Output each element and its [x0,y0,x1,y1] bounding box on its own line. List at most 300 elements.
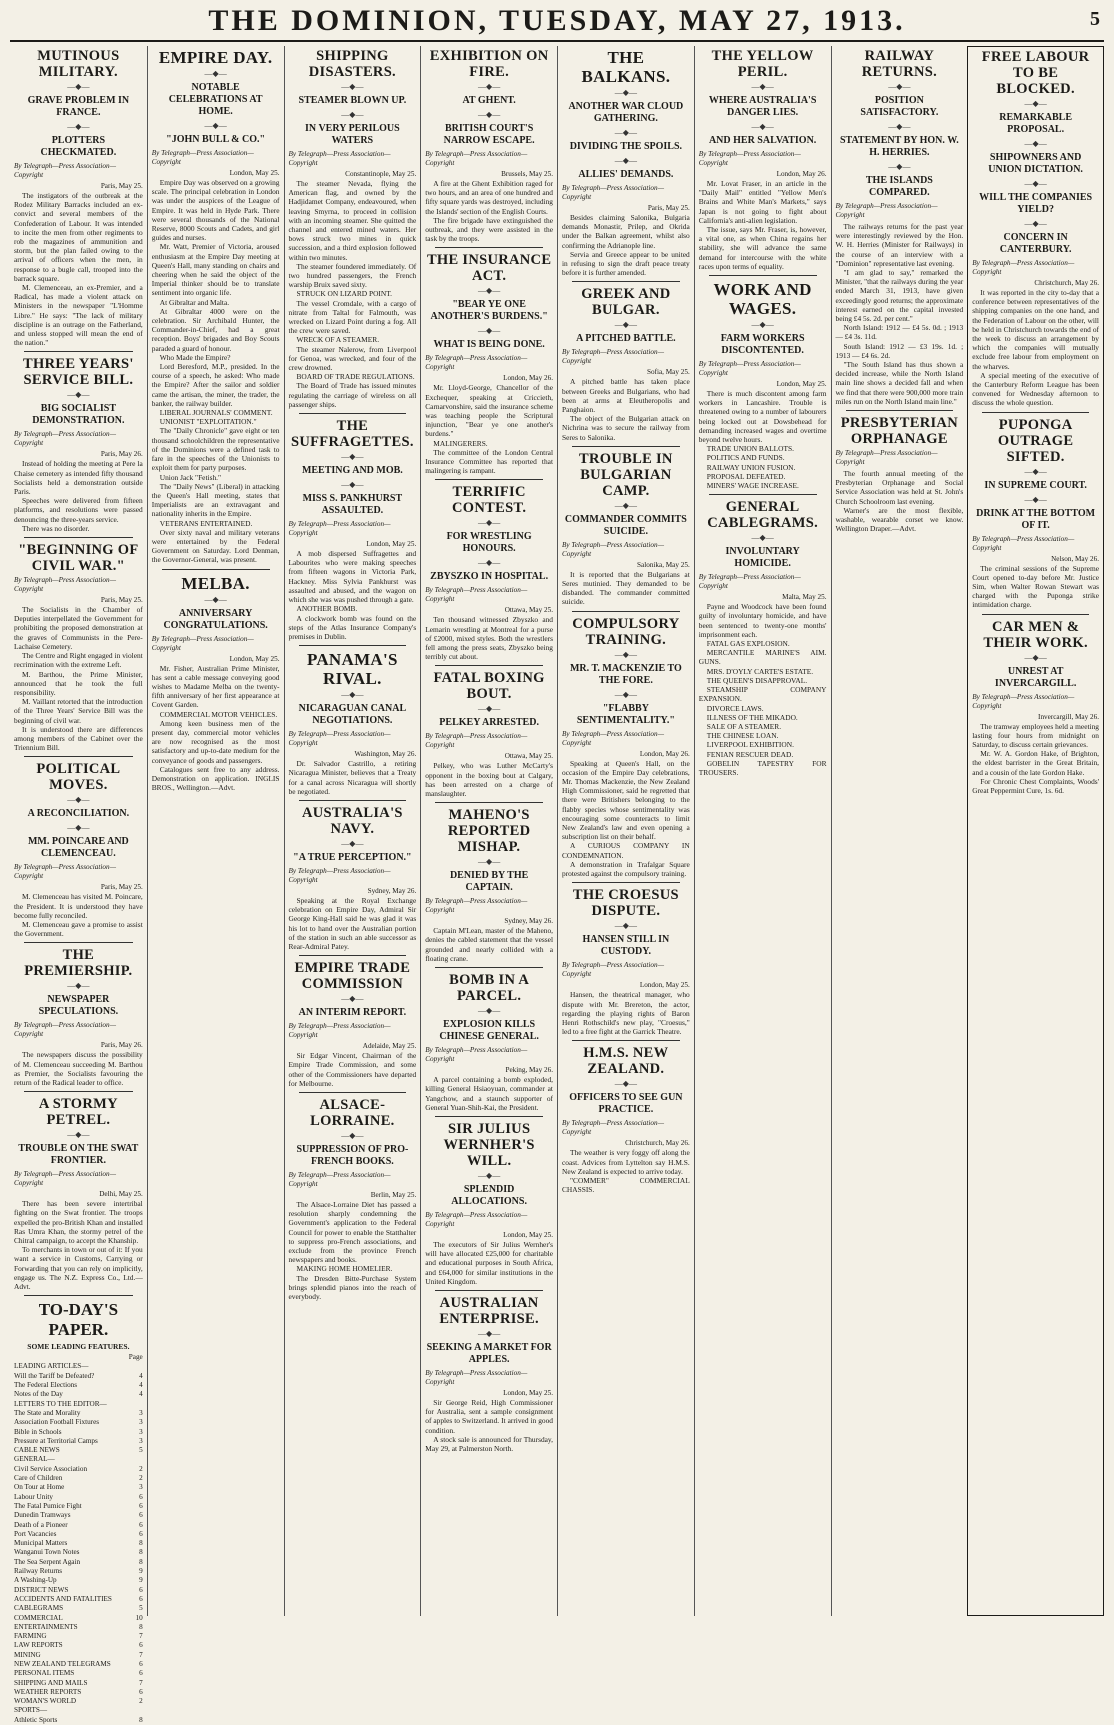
article-subheadline: ALLIES' DEMANDS. [578,169,674,180]
article-paragraph: DIVORCE LAWS. [706,703,764,713]
article-paragraph: Speaking at the Royal Exchange celebration on Empire Day, Admiral Sir George King-Hall said he was glad it was his lot to hand over the Australian portion of the station in such an able successor as Rear-Admiral Patey. [288,895,417,951]
article-paragraph: The "Daily Chronicle" gave eight or ten thousand schoolchildren the representative of the Dominions were a defined task to fare in the speeches of the Unionists to exploit them for party purposes. [151,426,280,473]
dateline: Delhi, May 25. [99,1190,143,1199]
feature-item [14,1586,143,1595]
article-divider [435,665,543,666]
ornament-rule: —◆— [478,704,501,714]
column-1 [10,46,147,1724]
article [562,611,690,879]
feature-item [14,1493,143,1502]
feature-label: Railway Returns [14,1567,63,1576]
article-headline: MAHENO'S REPORTED MISHAP. [447,807,531,856]
feature-item [14,1669,143,1678]
ornament-rule: —◆— [1024,466,1047,476]
ornament-rule: —◆— [614,921,637,931]
article-divider [982,614,1089,615]
feature-label: A Washing-Up [14,1576,57,1585]
article-subheadline: AN INTERIM REPORT. [298,1007,407,1019]
feature-item [14,1362,143,1371]
article-subheadline: MR. T. MACKENZIE TO THE FORE. [569,662,682,686]
article-paragraph: M. Barthou, the Prime Minister, announced that he took the full responsibility. [14,669,143,697]
article-subheadline: FOR WRESTLING HONOURS. [446,531,532,555]
masthead-rule [10,40,1104,42]
article-paragraph: Among keen business men of the present day, commercial motor vehicles are now recognised as the most satisfactory and up-to-date medium for the conveyance of goods and passengers. [151,718,280,765]
features-heading: TO-DAY'S PAPER. [38,1300,119,1340]
ornament-rule: —◆— [614,156,637,165]
article-paragraph: Speaking at Queen's Hall, on the occasion of the Empire Day celebrations, Mr. Thomas Mackenzie, the New Zealand High Commissioner, said he regretted that there were Britishers belonging to the flabby species whose sentimentality was encouraging some counteracts to limit New Zealand's law and even opening a subscription list on their behalf. [562,758,690,842]
feature-label: GENERAL— [14,1455,55,1464]
article [425,802,553,963]
feature-page: 4 [139,1390,143,1399]
article-subheadline: MISS S. PANKHURST ASSAULTED. [302,493,403,517]
ornament-rule: —◆— [478,857,501,867]
article-subheadline: WHERE AUSTRALIA'S DANGER LIES. [708,95,817,118]
dateline: Paris, May 25. [647,204,690,212]
feature-label: LAW REPORTS [14,1641,63,1650]
ornament-rule: —◆— [478,82,501,91]
article-paragraph: Servia and Greece appear to be united in refusing to sign the draft peace treaty before it is further amended. [562,249,690,278]
article-paragraph: Instead of holding the meeting at Pere la Chaise cemetery as intended fifty thousand Socialists held a demonstration outside Paris. [14,459,143,497]
press-credit: By Telegraph—Press Association—Copyright [425,586,528,604]
article-subheadline: SUPPRESSION OF PRO-FRENCH BOOKS. [296,1143,409,1167]
article-paragraph: MRS. D'OYLY CARTE'S ESTATE. [706,666,814,676]
press-credit: By Telegraph—Press Association—Copyright [288,1022,391,1040]
article-subheadline: "FLABBY SENTIMENTALITY." [576,702,675,726]
feature-item [14,1623,143,1632]
page-number: 5 [1090,8,1100,30]
feature-page: 7 [139,1678,143,1687]
feature-label: LEADING ARTICLES— [14,1362,89,1371]
dateline: London, May 25. [776,380,827,389]
dateline: Sofia, May 25. [647,368,690,377]
article-divider [162,569,270,570]
article-paragraph: MAKING HOME HOMELIER. [296,1264,393,1274]
article-paragraph: The criminal sessions of the Supreme Court opened to-day before Mr. Justice Sim, when Walter Rowan Stewart was charged with the Puponga strike intimidation charge. [972,563,1099,610]
press-credit: By Telegraph—Press Association—Copyright [288,866,391,884]
feature-page: 6 [139,1585,143,1594]
press-credit: By Telegraph—Press Association—Copyright [425,354,528,372]
feature-page: 9 [139,1576,143,1585]
column-5 [557,46,694,1616]
article-subheadline: STATEMENT BY HON. W. H. HERRIES. [839,135,959,158]
article-subheadline: "BEAR YE ONE ANOTHER'S BURDENS." [430,299,548,323]
article-paragraph: Besides claiming Salonika, Bulgaria demands Monastir, Prilep, and Okrida under the Balkan agreement, whilst also confirming the Adrianople line. [562,213,690,250]
ornament-rule: —◆— [751,82,774,91]
ornament-rule: —◆— [67,1130,90,1140]
article-subheadline: BIG SOCIALIST DEMONSTRATION. [32,403,125,427]
article [14,756,143,938]
article [425,48,553,243]
article-headline: THE SUFFRAGETTES. [291,418,414,451]
article-divider [24,537,133,538]
article-headline: ALSACE-LORRAINE. [310,1096,395,1129]
article-paragraph: GOBELIN TAPESTRY FOR TROUSERS. [698,758,827,777]
dateline: London, May 26. [776,170,827,178]
article-paragraph: Mr. W. A. Gordon Hake, of Brighton, the eldest barrister in the Great Britain, and a cousin of the late Gordon Hake. [972,749,1099,777]
article-paragraph: A pitched battle has taken place between Greeks and Bulgarians, who had been at arms at Eleutheropolis and Panghaion. [562,377,690,415]
article [425,1290,553,1453]
article-paragraph: FENIAN RESCUER DEAD. [706,749,794,759]
article-divider [299,645,407,646]
dateline: Brussels, May 25. [501,170,553,178]
article-subheadline: DENIED BY THE CAPTAIN. [449,870,529,894]
article-paragraph: The weather is very foggy off along the coast. Advices from Lyttelton say H.M.S. New Zealand is expected to arrive today. [562,1148,690,1176]
article-paragraph: MALINGERERS. [433,438,488,448]
feature-label: Bible in Schools [14,1427,62,1436]
article-headline: FREE LABOUR TO BE BLOCKED. [981,49,1090,97]
article [562,281,690,441]
dateline: London, May 26. [503,374,553,383]
feature-label: Pressure at Territorial Camps [14,1436,98,1445]
article-subheadline: MM. POINCARE AND CLEMENCEAU. [27,836,129,860]
ornament-rule: —◆— [341,110,364,119]
press-credit: By Telegraph—Press Association—Copyright [562,540,664,558]
article-subheadline: PLOTTERS CHECKMATED. [40,135,117,158]
ornament-rule: —◆— [1024,139,1047,148]
dateline: Nelson, May 26. [1051,554,1099,563]
article-paragraph: A demonstration in Trafalgar Square protested against the compulsory training. [562,859,690,879]
ornament-rule: —◆— [341,1130,364,1140]
article-paragraph: The Board of Trade has issued minutes regulating the carriage of wireless on all passenger ships. [288,381,417,409]
press-credit: By Telegraph—Press Association—Copyright [425,150,528,167]
press-credit: By Telegraph—Press Association—Copyright [562,729,664,747]
article-paragraph: The steamer Nalerow, from Liverpool for Genoa, was wrecked, and four of the crew drowned. [288,344,417,373]
dateline: Washington, May 26. [354,750,417,759]
feature-label: The Fatal Pumice Fight [14,1501,82,1510]
ornament-rule: —◆— [478,558,501,568]
feature-label: The State and Morality [14,1408,81,1417]
article [972,49,1099,408]
feature-item [14,1567,143,1576]
article-headline: GREEK AND BULGAR. [581,286,671,319]
press-credit: By Telegraph—Press Association—Copyright [288,1170,391,1188]
press-credit: By Telegraph—Press Association—Copyright [425,1368,528,1386]
press-credit: By Telegraph—Press Association—Copyright [14,863,116,881]
article-divider [709,494,817,495]
article-paragraph: FATAL GAS EXPLOSION. [706,639,790,649]
press-credit: By Telegraph—Press Association—Copyright [835,202,938,219]
article-headline: MUTINOUS MILITARY. [37,48,120,80]
feature-item [14,1465,143,1474]
ornament-rule: —◆— [478,286,501,296]
article-subheadline: INVOLUNTARY HOMICIDE. [725,546,800,570]
article-headline: THREE YEARS' SERVICE BILL. [23,356,134,389]
article-paragraph: Sir Edgar Vincent, Chairman of the Empire Trade Commission, and some other of the Commissioners have departed for Melbourne. [288,1051,417,1088]
article-paragraph: The instigators of the outbreak at the Rodez Military Barracks included an ex-convict and several members of the Confederation of Labour. It was intended to incite the men from other regiments to rob the magazines of ammunition and storm, but the plan failed owing to the arrival of officers when the men, in response to a bugle call, trooped into the barrack square. [14,191,143,283]
feature-label: ACCIDENTS AND FATALITIES [14,1594,112,1603]
ornament-rule: —◆— [204,121,227,130]
feature-item [14,1400,143,1409]
article-paragraph: A stock sale is announced for Thursday, May 29, at Palmerston North. [425,1434,553,1453]
article-divider [572,611,680,612]
dateline: Adelaide, May 25. [362,1042,417,1051]
article-subheadline: DRINK AT THE BOTTOM OF IT. [976,507,1096,531]
press-credit: By Telegraph—Press Association—Copyright [562,1119,664,1137]
feature-label: Death of a Pioneer [14,1520,68,1529]
article [836,410,964,533]
ornament-rule: —◆— [478,1170,501,1180]
article-paragraph: At Gibraltar 4000 were on the celebration. Sir Archibald Hunter, the Commander-in-Chief, had a great reception. Boys' brigades and Boy Scouts paraded a guard of honour. [151,306,280,353]
article-divider [435,967,543,968]
feature-page: 6 [139,1511,143,1520]
article-paragraph: A fire at the Ghent Exhibition raged for two hours, and an area of one hundred and fifty square yards was destroyed, including the Islands' section of the English Courts. [425,179,553,216]
feature-item [14,1697,143,1706]
features-subheading: SOME LEADING FEATURES. [27,1342,130,1352]
feature-item [14,1576,143,1585]
feature-page: 5 [139,1446,143,1455]
article [289,1092,417,1301]
article-paragraph: The object of the Bulgarian attack on Nichrina was to secure the railway from Seres to Salonika. [562,414,690,442]
feature-page: 6 [139,1659,143,1668]
article-paragraph: Catalogues sent free to any address. Demonstration on application. INGLIS BROS., Wellington.—Advt. [151,764,280,793]
feature-page: 3 [139,1483,143,1492]
press-credit: By Telegraph—Press Association—Copyright [14,430,116,448]
article-paragraph: Lord Beresford, M.P., presided. In the course of a speech, he asked: Who made the Empire? After the sailor and soldier came the artisan, the miner, the trader, the banker, the railway builder. [151,362,280,408]
ornament-rule: —◆— [341,452,364,462]
article-paragraph: There has been severe intertribal fighting on the Swat frontier. The troops expelled the pro-British Khan and installed Ras Umra Khan, the stormy petrel of the Chitral campaign, to accept the Khanship. [14,1199,143,1245]
feature-page [129,1400,143,1409]
press-credit: By Telegraph—Press Association—Copyright [562,961,664,979]
ornament-rule: —◆— [341,82,364,91]
article-headline: MELBA. [181,573,250,593]
article-paragraph: Over sixty naval and military veterans were entertained by the Federal Government on Saturday. Lord Denman, the Governor-General, was present. [151,527,280,565]
feature-item [14,1716,143,1725]
feature-label: Municipal Matters [14,1539,68,1548]
article-paragraph: The newspapers discuss the possibility of M. Clemenceau succeeding M. Barthou as Premier, the Socialists favouring the return of the Radical leader to office. [14,1050,143,1087]
ornament-rule: —◆— [341,690,364,700]
article-divider [435,247,543,248]
article-paragraph: STRUCK ON LIZARD POINT. [296,289,393,299]
article-paragraph: The steamer foundered immediately. Of two hundred passengers, the French warship Bruix saved sixty. [288,261,417,290]
press-credit: By Telegraph—Press Association—Copyright [151,634,254,652]
article [972,412,1099,610]
article-paragraph: RAILWAY UNION FUSION. [706,462,796,472]
article [836,48,964,406]
article-subheadline: TROUBLE ON THE SWAT FRONTIER. [18,1143,139,1167]
feature-item [14,1614,143,1623]
feature-item [14,1390,143,1399]
press-credit: By Telegraph—Press Association—Copyright [288,520,391,538]
article-divider [435,1290,543,1291]
article [289,955,417,1088]
column-6 [694,46,831,1616]
article-headline: A STORMY PETREL. [38,1096,118,1129]
press-credit: By Telegraph—Press Association—Copyright [425,732,528,750]
feature-page: 9 [139,1567,143,1576]
article-paragraph: South Island: 1912 — £3 19s. 1d. ; 1913 — £4 6s. 2d. [835,341,964,360]
feature-label: Port Vacancies [14,1529,57,1538]
feature-label: Civil Service Association [14,1464,88,1473]
feature-page: 3 [139,1408,143,1417]
feature-label: Notes of the Day [14,1390,63,1399]
article-paragraph: ILLNESS OF THE MIKADO. [706,712,798,722]
article-paragraph: A CURIOUS COMPANY IN CONDEMNATION. [562,841,690,860]
article-paragraph: It is understood there are differences among members of the Cabinet over the Triennium Bill. [14,724,143,753]
column-4 [420,46,557,1616]
ornament-rule: —◆— [614,88,637,97]
article-paragraph: For Chronic Chest Complaints, Woods' Great Peppermint Cure, 1s. 6d. [972,776,1099,796]
article-paragraph: It is reported that the Bulgarians at Seres mutinied. They demanded to be disbanded. The commander committed suicide. [562,569,690,607]
dateline: Christchurch, May 26. [625,1139,690,1148]
article-paragraph: "I am glad to say," remarked the Minister, "that the railways during the year ended March 31, 1913, have given exceedingly good returns; the approximate interest earned on the capital invested being £4 5s. 2d. per cent." [835,268,964,324]
feature-label: MINING [14,1650,41,1659]
article-divider [435,1116,543,1117]
ornament-rule: —◆— [67,122,90,131]
article-paragraph: Ten thousand witnessed Zbyszko and Lemarin wrestling at Montreal for a purse of £2000, mixed styles. Both the wrestlers fell among the press seats, Zbyszko being terribly cut about. [425,615,553,662]
column-7 [831,46,968,1616]
article-subheadline: THE ISLANDS COMPARED. [865,175,933,198]
press-credit: By Telegraph—Press Association—Copyright [14,1170,116,1188]
article-divider [299,800,407,801]
feature-label: The Federal Elections [14,1381,78,1390]
press-credit: By Telegraph—Press Association—Copyright [698,150,801,167]
article-subheadline: AND HER SALVATION. [708,135,817,146]
features-page-header: Page [128,1353,143,1362]
article-paragraph: Payne and Woodcock have been found guilty of involuntary homicide, and have been sentenced to twenty-one months' imprisonment each. [698,602,827,639]
dateline: London, May 25. [229,654,280,663]
feature-page: 6 [139,1669,143,1678]
feature-page: 3 [139,1436,143,1445]
article [152,48,280,565]
article-headline: THE YELLOW PERIL. [711,48,814,80]
article-subheadline: A RECONCILIATION. [27,808,130,820]
ornament-rule: —◆— [614,649,637,659]
dateline: Paris, May 25. [100,883,143,892]
feature-page: 6 [139,1492,143,1501]
article [699,48,827,271]
article-subheadline: NEWSPAPER SPECULATIONS. [38,994,119,1018]
article-headline: CAR MEN & THEIR WORK. [983,618,1088,651]
feature-label: On Tour at Home [14,1483,65,1492]
feature-page [129,1362,143,1371]
article-subheadline: IN SUPREME COURT. [984,479,1087,491]
article-headline: AUSTRALIAN ENTERPRISE. [439,1294,539,1327]
feature-label: PERSONAL ITEMS [14,1669,75,1678]
feature-page: 4 [139,1371,143,1380]
article-paragraph: STEAMSHIP COMPANY EXPANSION. [698,685,827,704]
feature-page: 6 [139,1501,143,1510]
article-paragraph: BOARD OF TRADE REGULATIONS. [296,372,415,382]
article-subheadline: DIVIDING THE SPOILS. [569,141,683,152]
features-page-label [14,1353,143,1362]
ornament-rule: —◆— [1024,494,1047,504]
article-subheadline: SEEKING A MARKET FOR APPLES. [426,1341,552,1365]
masthead [0,0,1114,40]
article-paragraph: The Alsace-Lorraine Diet has passed a resolution sharply condemning the Government's application to the Federal Council for power to enable the Statthalter to suppress pro-French associations, and exclude from the province French newspapers and books. [288,1199,417,1265]
article-subheadline: "JOHN BULL & CO." [166,134,266,145]
feature-page: 6 [139,1594,143,1603]
ornament-rule: —◆— [888,162,911,171]
article-divider [299,413,407,414]
article-paragraph: It was reported in the city to-day that a conference between representatives of the shipping companies on the one hand, and the Federation of Labour on the other, will be held in Christchurch towards the end of the week to discuss an arrangement by which the companies will mutually exclude free labour from employment on the wharves. [972,288,1099,371]
article-headline: THE INSURANCE ACT. [426,252,552,285]
article-paragraph: The fire brigade have extinguished the outbreak, and they were assisted in the task by the troops. [425,215,553,244]
press-credit: By Telegraph—Press Association—Copyright [288,150,391,167]
ornament-rule: —◆— [751,122,774,131]
feature-label: NEW ZEALAND TELEGRAMS [14,1659,111,1668]
feature-item [14,1381,143,1390]
dateline: Sydney, May 26. [367,886,417,895]
article [289,645,417,796]
press-credit: By Telegraph—Press Association—Copyright [698,360,801,378]
article [289,413,417,641]
article-paragraph: There was no disorder. [22,523,90,533]
article-paragraph: UNIONIST "EXPLOITATION." [159,417,257,427]
feature-item [14,1604,143,1613]
feature-item [14,1502,143,1511]
article-paragraph: Mr. Lovat Fraser, in an article in the "Daily Mail" entitled "Yellow Men's Brains and White Man's Markets," says Japan is not going to fight about California's anti-alien legislation. [698,179,827,225]
article-paragraph: WRECK OF A STEAMER. [296,335,380,345]
feature-label: WOMAN'S WORLD [14,1697,77,1706]
feature-label: CABLE NEWS [14,1446,60,1455]
press-credit: By Telegraph—Press Association—Copyright [151,149,254,166]
feature-page: 3 [139,1427,143,1436]
ornament-rule: —◆— [478,326,501,336]
feature-label: SHIPPING AND MAILS [14,1678,88,1687]
press-credit: By Telegraph—Press Association—Copyright [425,897,528,915]
feature-page: 8 [139,1548,143,1557]
feature-page: 6 [139,1529,143,1538]
article-headline: THE BALKANS. [581,48,671,86]
article [14,942,143,1087]
article-subheadline: POSITION SATISFACTORY. [860,95,939,118]
article [289,800,417,951]
feature-label: SPORTS— [14,1706,48,1715]
article-subheadline: SHIPOWNERS AND UNION DICTATION. [988,152,1083,175]
ornament-rule: —◆— [341,838,364,848]
article-subheadline: BRITISH COURT'S NARROW ESCAPE. [443,123,535,146]
article [425,479,553,661]
feature-label: Will the Tariff be Defeated? [14,1371,95,1380]
feature-item [14,1409,143,1418]
article [972,614,1099,796]
feature-item [14,1641,143,1650]
article-divider [24,942,133,943]
article-paragraph: "The South Island has thus shown a decided increase, while the North Island main line shows a decided fall and when we find that there were 900,000 more train miles run on the North Island main line." [835,360,964,406]
article-headline: TERRIFIC CONTEST. [452,484,527,517]
feature-page: 4 [139,1381,143,1390]
article-paragraph: SALE OF A STEAMER. [706,721,782,731]
article-paragraph: Empire Day was observed on a growing scale. The principal celebration in London was under the auspices of the League of Empire. It was held in Hyde Park. There were several thousands of the National Reserve, 8000 Scouts and Cadets, and girl guides and nurses. [151,178,280,243]
article-paragraph: LIBERAL JOURNALS' COMMENT. [159,408,273,418]
article [562,446,690,607]
article-subheadline: HANSEN STILL IN CUSTODY. [582,934,670,958]
feature-item [14,1632,143,1641]
article-headline: COMPULSORY TRAINING. [572,615,680,648]
feature-page: 2 [139,1464,143,1473]
article-paragraph: The Socialists in the Chamber of Deputies interpellated the Government for prohibiting the proposed demonstration at the graves of Communists in the Pere-Lachaise Cemetery. [14,605,143,651]
feature-page: 7 [139,1650,143,1659]
feature-page: 6 [139,1687,143,1696]
press-credit: By Telegraph—Press Association—Copyright [14,576,116,594]
feature-page: 5 [139,1604,143,1613]
feature-item [14,1418,143,1427]
article [562,1040,690,1194]
article-paragraph: The Dresden Bitte-Purchase System brings splendid pianos into the reach of everybody. [288,1273,417,1301]
article-paragraph: THE CHINESE LOAN. [706,731,779,741]
ornament-rule: —◆— [888,122,911,131]
article-subheadline: NICARAGUAN CANAL NEGOTIATIONS. [298,703,407,727]
press-credit: By Telegraph—Press Association—Copyright [972,692,1075,710]
article-subheadline: STEAMER BLOWN UP. [298,95,407,106]
feature-label: FARMING [14,1632,47,1641]
feature-page: 2 [139,1474,143,1483]
section-divider [24,1295,133,1296]
feature-label: ENTERTAINMENTS [14,1622,78,1631]
feature-label: CABLEGRAMS [14,1604,64,1613]
article-subheadline: CONCERN IN CANTERBURY. [999,232,1072,255]
article-headline: EMPIRE DAY. [158,48,273,67]
